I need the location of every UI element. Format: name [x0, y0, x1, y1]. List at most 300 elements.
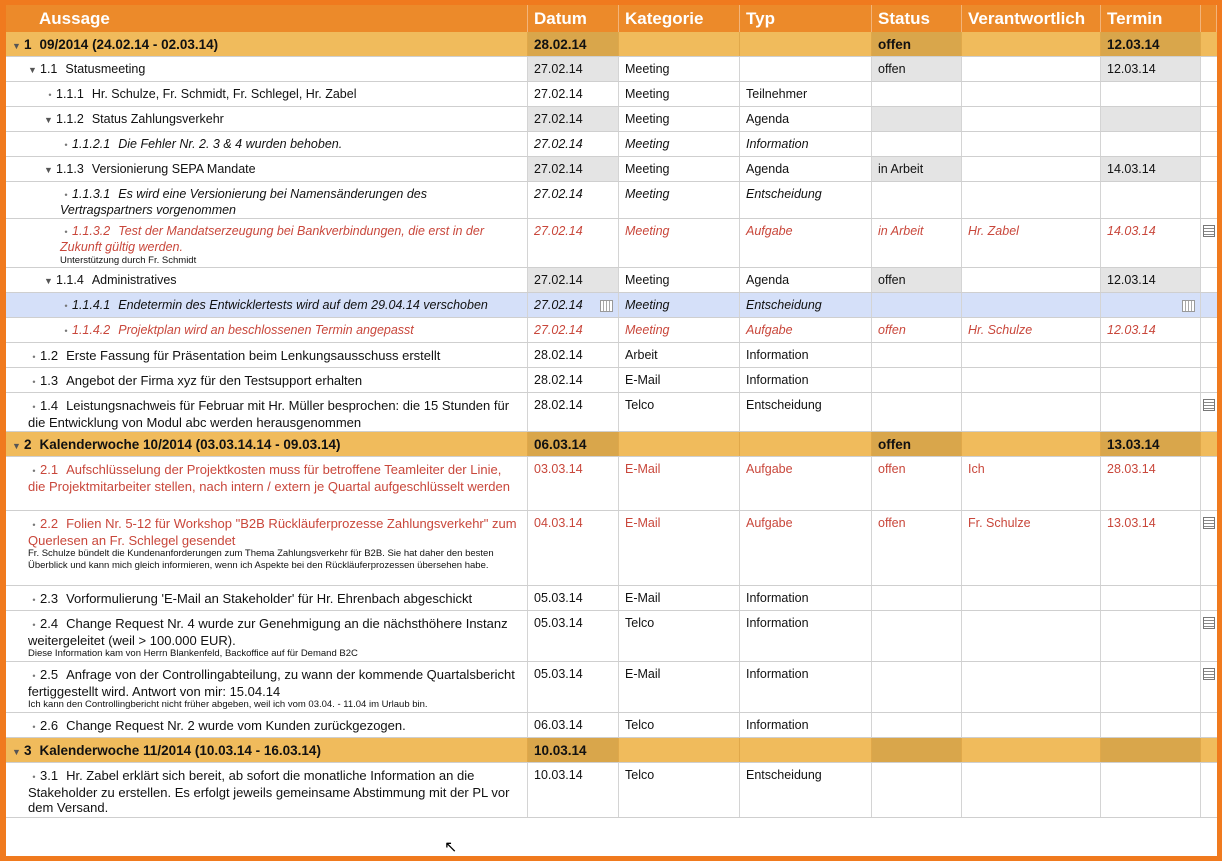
typ-value: Aufgabe: [746, 516, 793, 530]
row-number: 1.1.2.1: [72, 137, 111, 151]
cell-datum[interactable]: [528, 182, 619, 218]
cell-datum[interactable]: [528, 82, 619, 106]
bullet-icon: •: [64, 326, 68, 336]
row-text: Projektplan wird an beschlossenen Termin angepasst: [118, 323, 414, 337]
cell-verant[interactable]: [962, 57, 1101, 81]
cell-status[interactable]: [872, 368, 962, 392]
group-row[interactable]: [6, 32, 1217, 57]
bullet-icon: •: [32, 595, 36, 605]
cell-kategorie[interactable]: [619, 293, 740, 317]
group-row[interactable]: [6, 432, 1217, 457]
header-aussage[interactable]: Aussage: [6, 5, 528, 32]
table-row[interactable]: [6, 393, 1217, 432]
cell-datum[interactable]: [528, 368, 619, 392]
cell-termin[interactable]: [1101, 32, 1201, 56]
datum-value: 05.03.14: [534, 591, 583, 605]
cell-typ[interactable]: [740, 107, 872, 131]
kategorie-value: E-Mail: [625, 667, 661, 681]
cell-verant[interactable]: [962, 268, 1101, 292]
cell-termin[interactable]: [1101, 107, 1201, 131]
cell-note-indicator: [1201, 32, 1217, 56]
cell-datum[interactable]: [528, 662, 619, 712]
header-verantwortlich[interactable]: Verantwortlich: [962, 5, 1101, 32]
disclosure-triangle-icon[interactable]: ▼: [44, 165, 53, 175]
datum-value: 10.03.14: [534, 743, 587, 758]
note-icon[interactable]: [1203, 668, 1215, 680]
datum-value: 27.02.14: [534, 298, 583, 312]
cell-verant[interactable]: [962, 368, 1101, 392]
cell-kategorie[interactable]: [619, 318, 740, 342]
cell-datum[interactable]: [528, 293, 619, 317]
cell-termin[interactable]: [1101, 318, 1201, 342]
typ-value: Agenda: [746, 273, 790, 287]
cell-typ[interactable]: [740, 738, 872, 762]
table-row[interactable]: [6, 182, 1217, 219]
row-number: 1.4: [40, 398, 59, 413]
cell-kategorie[interactable]: [619, 662, 740, 712]
cell-aussage[interactable]: [6, 82, 528, 106]
cell-note-indicator: [1201, 268, 1217, 292]
cell-status[interactable]: [872, 511, 962, 585]
cell-typ[interactable]: [740, 343, 872, 367]
table-row[interactable]: [6, 611, 1217, 662]
cell-typ[interactable]: [740, 157, 872, 181]
group-row[interactable]: [6, 738, 1217, 763]
kategorie-value: Meeting: [625, 137, 670, 151]
cell-note-indicator: [1201, 763, 1217, 817]
cell-status[interactable]: [872, 132, 962, 156]
datum-value: 27.02.14: [534, 112, 583, 126]
disclosure-triangle-icon[interactable]: ▼: [12, 747, 21, 757]
cell-aussage[interactable]: [6, 511, 528, 585]
cell-termin[interactable]: [1101, 268, 1201, 292]
row-note: Unterstützung durch Fr. Schmidt: [60, 255, 197, 266]
cell-aussage[interactable]: [6, 32, 528, 56]
table-row[interactable]: [6, 457, 1217, 511]
column-header-row: [6, 5, 1217, 32]
cell-verant[interactable]: [962, 511, 1101, 585]
cell-note-indicator: [1201, 182, 1217, 218]
cell-aussage[interactable]: [6, 293, 528, 317]
cell-termin[interactable]: [1101, 219, 1201, 267]
typ-value: Entscheidung: [746, 187, 822, 201]
cell-aussage[interactable]: [6, 586, 528, 610]
header-datum[interactable]: Datum: [528, 5, 619, 32]
table-row[interactable]: [6, 662, 1217, 713]
row-number: 3.1: [40, 768, 59, 783]
cell-termin[interactable]: [1101, 57, 1201, 81]
cell-typ[interactable]: [740, 586, 872, 610]
cell-note-indicator: [1201, 457, 1217, 510]
bullet-icon: •: [64, 190, 68, 200]
cell-typ[interactable]: [740, 393, 872, 431]
cell-aussage[interactable]: [6, 611, 528, 661]
cell-aussage[interactable]: [6, 662, 528, 712]
cell-status[interactable]: [872, 611, 962, 661]
cell-verant[interactable]: [962, 157, 1101, 181]
cell-verant[interactable]: [962, 219, 1101, 267]
cell-verant[interactable]: [962, 32, 1101, 56]
cell-termin[interactable]: [1101, 713, 1201, 737]
cell-note-indicator: [1201, 132, 1217, 156]
row-number: 1.1.4.2: [72, 323, 111, 337]
row-number: 1.1.4: [56, 273, 84, 287]
cell-kategorie[interactable]: [619, 457, 740, 510]
cell-verant[interactable]: [962, 293, 1101, 317]
cell-kategorie[interactable]: [619, 738, 740, 762]
cell-termin[interactable]: [1101, 511, 1201, 585]
cell-note-indicator: [1201, 713, 1217, 737]
typ-value: Aufgabe: [746, 462, 793, 476]
cell-note-indicator: [1201, 107, 1217, 131]
verant-value: Fr. Schulze: [968, 516, 1031, 530]
cell-aussage[interactable]: [6, 343, 528, 367]
termin-value: 14.03.14: [1107, 224, 1156, 238]
header-termin[interactable]: Termin: [1101, 5, 1201, 32]
cell-aussage[interactable]: [6, 57, 528, 81]
cell-typ[interactable]: [740, 132, 872, 156]
row-number: 1.1.1: [56, 87, 84, 101]
cell-datum[interactable]: [528, 713, 619, 737]
cell-datum[interactable]: [528, 219, 619, 267]
status-value: offen: [878, 323, 906, 337]
row-text: Administratives: [91, 273, 177, 287]
table-row[interactable]: [6, 318, 1217, 343]
bullet-icon: •: [32, 466, 36, 476]
cell-verant[interactable]: [962, 457, 1101, 510]
cell-status[interactable]: [872, 107, 962, 131]
table-row[interactable]: [6, 343, 1217, 368]
cell-status[interactable]: [872, 293, 962, 317]
kategorie-value: E-Mail: [625, 373, 661, 387]
cell-kategorie[interactable]: [619, 157, 740, 181]
row-number: 1.1.4.1: [72, 298, 111, 312]
cell-kategorie[interactable]: [619, 611, 740, 661]
cell-aussage[interactable]: [6, 107, 528, 131]
datum-value: 06.03.14: [534, 718, 583, 732]
cell-datum[interactable]: [528, 57, 619, 81]
cell-typ[interactable]: [740, 268, 872, 292]
cell-typ[interactable]: [740, 293, 872, 317]
cell-verant[interactable]: [962, 182, 1101, 218]
cell-termin[interactable]: [1101, 343, 1201, 367]
table-row[interactable]: [6, 293, 1217, 318]
termin-value: 12.03.14: [1107, 273, 1156, 287]
cell-status[interactable]: [872, 343, 962, 367]
cell-status[interactable]: [872, 393, 962, 431]
cell-typ[interactable]: [740, 763, 872, 817]
status-value: offen: [878, 516, 906, 530]
header-notes: [1201, 5, 1217, 32]
cell-typ[interactable]: [740, 511, 872, 585]
cell-status[interactable]: [872, 82, 962, 106]
kategorie-value: Telco: [625, 616, 655, 630]
calendar-icon[interactable]: [1182, 300, 1195, 312]
header-kategorie[interactable]: Kategorie: [619, 5, 740, 32]
cell-note-indicator: [1201, 511, 1217, 585]
kategorie-value: Arbeit: [625, 348, 658, 362]
row-text: Versionierung SEPA Mandate: [91, 162, 256, 176]
cell-verant[interactable]: [962, 586, 1101, 610]
cell-aussage[interactable]: [6, 268, 528, 292]
cell-typ[interactable]: [740, 182, 872, 218]
bullet-icon: •: [32, 377, 36, 387]
table-row[interactable]: [6, 157, 1217, 182]
cell-status[interactable]: [872, 586, 962, 610]
cell-kategorie[interactable]: [619, 511, 740, 585]
cell-termin[interactable]: [1101, 132, 1201, 156]
cell-verant[interactable]: [962, 432, 1101, 456]
cell-status[interactable]: [872, 57, 962, 81]
table-row[interactable]: [6, 713, 1217, 738]
table-row[interactable]: [6, 132, 1217, 157]
disclosure-triangle-icon[interactable]: ▼: [44, 276, 53, 286]
cell-termin[interactable]: [1101, 182, 1201, 218]
cell-kategorie[interactable]: [619, 432, 740, 456]
calendar-icon[interactable]: [600, 300, 613, 312]
kategorie-value: Meeting: [625, 62, 670, 76]
cell-typ[interactable]: [740, 32, 872, 56]
row-number: 2: [24, 437, 32, 452]
row-text: Es wird eine Versionierung bei Namensänderungen des Vertragspartners vorgenommen: [60, 187, 427, 217]
cell-status[interactable]: [872, 157, 962, 181]
cell-termin[interactable]: [1101, 662, 1201, 712]
cell-kategorie[interactable]: [619, 82, 740, 106]
kategorie-value: Meeting: [625, 273, 670, 287]
cell-datum[interactable]: [528, 763, 619, 817]
cell-datum[interactable]: [528, 586, 619, 610]
datum-value: 04.03.14: [534, 516, 583, 530]
row-note: Fr. Schulze bündelt die Kundenanforderungen zum Thema Zahlungsverkehr für B2B. Sie hat daher den besten Überblick und kann mich gleich informieren, wenn ich Aspekte bei den Rückläuferprozessen übersehen habe.: [28, 548, 494, 571]
table-row[interactable]: [6, 586, 1217, 611]
cell-kategorie[interactable]: [619, 268, 740, 292]
typ-value: Agenda: [746, 162, 790, 176]
cell-datum[interactable]: [528, 343, 619, 367]
table-row[interactable]: [6, 368, 1217, 393]
datum-value: 28.02.14: [534, 373, 583, 387]
row-number: 2.2: [40, 516, 59, 531]
cell-datum[interactable]: [528, 32, 619, 56]
bullet-icon: •: [48, 90, 52, 100]
cell-termin[interactable]: [1101, 368, 1201, 392]
cell-termin[interactable]: [1101, 82, 1201, 106]
row-text: Status Zahlungsverkehr: [91, 112, 224, 126]
cell-datum[interactable]: [528, 511, 619, 585]
cell-typ[interactable]: [740, 457, 872, 510]
cell-verant[interactable]: [962, 343, 1101, 367]
row-text: Change Request Nr. 2 wurde vom Kunden zurückgezogen.: [66, 718, 406, 733]
note-icon[interactable]: [1203, 225, 1215, 237]
typ-value: Information: [746, 348, 809, 362]
mouse-cursor-icon: ↖: [444, 839, 458, 856]
cell-datum[interactable]: [528, 432, 619, 456]
cell-verant[interactable]: [962, 107, 1101, 131]
cell-termin[interactable]: [1101, 432, 1201, 456]
typ-value: Agenda: [746, 112, 790, 126]
bullet-icon: •: [32, 772, 36, 782]
cell-kategorie[interactable]: [619, 713, 740, 737]
cell-kategorie[interactable]: [619, 586, 740, 610]
row-text: Kalenderwoche 10/2014 (03.03.14.14 - 09.03.14): [39, 437, 341, 452]
row-text: Anfrage von der Controllingabteilung, zu wann der kommende Quartalsbericht fertiggestellt wird. Antwort von mir: 15.04.14: [28, 667, 515, 699]
row-number: 1.1.3.1: [72, 187, 111, 201]
cell-aussage[interactable]: [6, 763, 528, 817]
cell-datum[interactable]: [528, 738, 619, 762]
cell-kategorie[interactable]: [619, 182, 740, 218]
cell-kategorie[interactable]: [619, 107, 740, 131]
row-text: Kalenderwoche 11/2014 (10.03.14 - 16.03.14): [39, 743, 321, 758]
verant-value: Hr. Schulze: [968, 323, 1033, 337]
cell-verant[interactable]: [962, 132, 1101, 156]
cell-status[interactable]: [872, 318, 962, 342]
cell-kategorie[interactable]: [619, 343, 740, 367]
cell-termin[interactable]: [1101, 293, 1201, 317]
cell-kategorie[interactable]: [619, 219, 740, 267]
table-row[interactable]: [6, 107, 1217, 132]
cell-termin[interactable]: [1101, 611, 1201, 661]
cell-aussage[interactable]: [6, 432, 528, 456]
status-value: offen: [878, 462, 906, 476]
header-status[interactable]: Status: [872, 5, 962, 32]
cell-status[interactable]: [872, 713, 962, 737]
note-icon[interactable]: [1203, 399, 1215, 411]
cell-note-indicator: [1201, 318, 1217, 342]
cell-aussage[interactable]: [6, 318, 528, 342]
cell-note-indicator: [1201, 662, 1217, 712]
cell-kategorie[interactable]: [619, 763, 740, 817]
cell-typ[interactable]: [740, 57, 872, 81]
cell-status[interactable]: [872, 32, 962, 56]
bullet-icon: •: [32, 352, 36, 362]
cell-kategorie[interactable]: [619, 57, 740, 81]
cell-typ[interactable]: [740, 318, 872, 342]
cell-typ[interactable]: [740, 662, 872, 712]
note-icon[interactable]: [1203, 517, 1215, 529]
cell-status[interactable]: [872, 738, 962, 762]
cell-aussage[interactable]: [6, 368, 528, 392]
row-text: Aufschlüsselung der Projektkosten muss für betroffene Teamleiter der Linie, die Projektmitarbeiter stellen, nach intern / extern je Quartal aufgeschlüsselt werden: [28, 462, 510, 494]
cell-termin[interactable]: [1101, 586, 1201, 610]
cell-verant[interactable]: [962, 611, 1101, 661]
cell-aussage[interactable]: [6, 457, 528, 510]
cell-status[interactable]: [872, 219, 962, 267]
cell-status[interactable]: [872, 182, 962, 218]
cell-datum[interactable]: [528, 611, 619, 661]
cell-datum[interactable]: [528, 107, 619, 131]
datum-value: 27.02.14: [534, 323, 583, 337]
cell-status[interactable]: [872, 662, 962, 712]
cell-status[interactable]: [872, 432, 962, 456]
disclosure-triangle-icon[interactable]: ▼: [12, 41, 21, 51]
cell-verant[interactable]: [962, 318, 1101, 342]
cell-kategorie[interactable]: [619, 32, 740, 56]
cell-datum[interactable]: [528, 318, 619, 342]
table-row[interactable]: [6, 219, 1217, 268]
table-row[interactable]: [6, 82, 1217, 107]
cell-kategorie[interactable]: [619, 393, 740, 431]
cell-termin[interactable]: [1101, 393, 1201, 431]
cell-status[interactable]: [872, 268, 962, 292]
cell-aussage[interactable]: [6, 713, 528, 737]
verant-value: Hr. Zabel: [968, 224, 1019, 238]
datum-value: 27.02.14: [534, 62, 583, 76]
cell-typ[interactable]: [740, 713, 872, 737]
cell-typ[interactable]: [740, 368, 872, 392]
note-icon[interactable]: [1203, 617, 1215, 629]
header-typ[interactable]: Typ: [740, 5, 872, 32]
termin-value: 13.03.14: [1107, 516, 1156, 530]
cell-datum[interactable]: [528, 457, 619, 510]
row-number: 1.1.2: [56, 112, 84, 126]
cell-datum[interactable]: [528, 268, 619, 292]
kategorie-value: Meeting: [625, 187, 670, 201]
datum-value: 27.02.14: [534, 187, 583, 201]
cell-verant[interactable]: [962, 393, 1101, 431]
cell-kategorie[interactable]: [619, 368, 740, 392]
row-number: 2.1: [40, 462, 59, 477]
cell-verant[interactable]: [962, 662, 1101, 712]
cell-verant[interactable]: [962, 713, 1101, 737]
cell-aussage[interactable]: [6, 738, 528, 762]
cell-datum[interactable]: [528, 393, 619, 431]
cell-note-indicator: [1201, 611, 1217, 661]
cell-termin[interactable]: [1101, 457, 1201, 510]
kategorie-value: Telco: [625, 718, 655, 732]
termin-value: 12.03.14: [1107, 37, 1160, 52]
typ-value: Information: [746, 718, 809, 732]
cell-datum[interactable]: [528, 157, 619, 181]
cell-note-indicator: [1201, 343, 1217, 367]
table-row[interactable]: [6, 57, 1217, 82]
bullet-icon: •: [32, 520, 36, 530]
table-row[interactable]: [6, 763, 1217, 818]
cell-verant[interactable]: [962, 763, 1101, 817]
cell-status[interactable]: [872, 457, 962, 510]
cell-status[interactable]: [872, 763, 962, 817]
row-text: Hr. Schulze, Fr. Schmidt, Fr. Schlegel, Hr. Zabel: [91, 87, 357, 101]
cell-termin[interactable]: [1101, 763, 1201, 817]
table-row[interactable]: [6, 268, 1217, 293]
cell-termin[interactable]: [1101, 157, 1201, 181]
cell-verant[interactable]: [962, 738, 1101, 762]
cell-aussage[interactable]: [6, 182, 528, 218]
disclosure-triangle-icon[interactable]: ▼: [12, 441, 21, 451]
cell-aussage[interactable]: [6, 132, 528, 156]
cell-typ[interactable]: [740, 611, 872, 661]
cell-aussage[interactable]: [6, 393, 528, 431]
disclosure-triangle-icon[interactable]: ▼: [44, 115, 53, 125]
row-text: Die Fehler Nr. 2. 3 & 4 wurden behoben.: [118, 137, 343, 151]
cell-typ[interactable]: [740, 432, 872, 456]
row-text: Change Request Nr. 4 wurde zur Genehmigung an die nächsthöhere Instanz weitergeleitet (weil > 100.000 EUR).: [28, 616, 508, 648]
cell-aussage[interactable]: [6, 219, 528, 267]
typ-value: Information: [746, 616, 809, 630]
cell-datum[interactable]: [528, 132, 619, 156]
cell-typ[interactable]: [740, 82, 872, 106]
disclosure-triangle-icon[interactable]: ▼: [28, 65, 37, 75]
outline-table: [6, 5, 1217, 856]
cell-verant[interactable]: [962, 82, 1101, 106]
row-number: 2.5: [40, 667, 59, 682]
cell-typ[interactable]: [740, 219, 872, 267]
row-number: 1.1.3.2: [72, 224, 111, 238]
cell-aussage[interactable]: [6, 157, 528, 181]
row-note: Ich kann den Controllingbericht nicht früher abgeben, weil ich vom 03.04. - 11.04 im Urlaub bin.: [28, 699, 428, 710]
cell-termin[interactable]: [1101, 738, 1201, 762]
cell-kategorie[interactable]: [619, 132, 740, 156]
row-text: Erste Fassung für Präsentation beim Lenkungsausschuss erstellt: [66, 348, 441, 363]
table-row[interactable]: [6, 511, 1217, 586]
